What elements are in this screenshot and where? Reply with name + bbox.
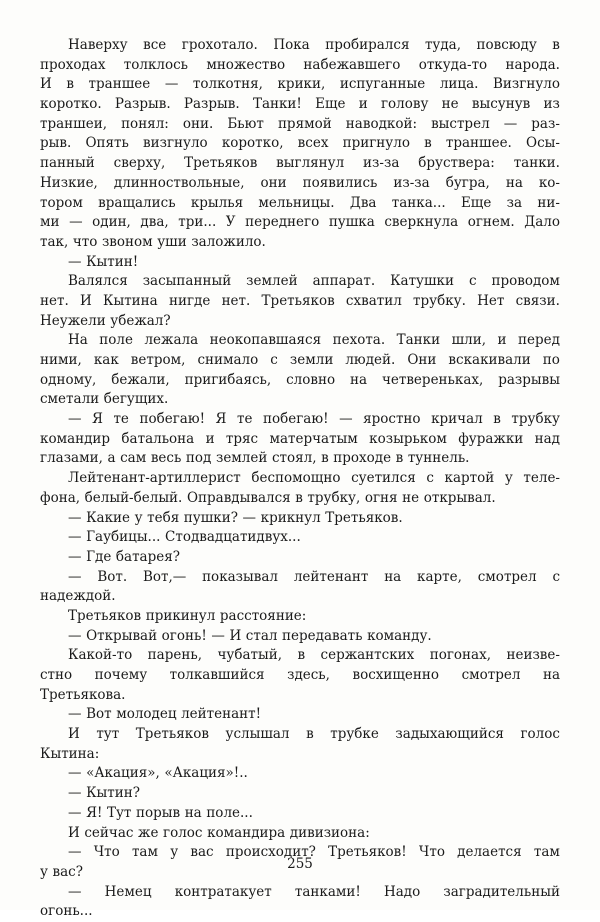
text-line: траншеи, понял: они. Бьют прямой наводкой: выстрел — раз- (40, 115, 560, 132)
text-line: так, что звоном уши заложило. (40, 233, 266, 250)
text-line: Какой-то парень, чубатый, в сержантских погонах, неизве- (68, 647, 560, 664)
text-line: — Какие у тебя пушки? — крикнул Третьяков. (68, 509, 403, 526)
text-line: рыв. Опять визгнуло коротко, всех пригнуло в траншее. Осы- (40, 135, 560, 152)
text-line: тором вращались крылья мельницы. Два танка... Еще за ни- (40, 194, 560, 211)
text-line: огонь... (40, 903, 93, 920)
text-line: — Я! Тут порыв на поле... (68, 804, 253, 821)
text-line: нет. И Кытина нигде нет. Третьяков схватил трубку. Нет связи. (40, 292, 560, 309)
text-line: — Немец контратакует танками! Надо заградительный (68, 883, 560, 900)
text-line: — Я те побегаю! Я те побегаю! — яростно кричал в трубку (68, 411, 560, 428)
text-line: глазами, а сам весь под землей стоял, в проходе в туннель. (40, 450, 470, 467)
text-line: Наверху все грохотало. Пока пробирался туда, повсюду в (68, 37, 560, 53)
text-line: сметали бегущих. (40, 391, 169, 408)
text-line: Лейтенант-артиллерист беспомощно суетился с картой у теле- (68, 470, 560, 487)
text-line: — Открывай огонь! — И стал передавать команду. (68, 627, 432, 644)
text-line: Неужели убежал? (40, 312, 171, 329)
text-line: командир батальона и тряс матерчатым козырьком фуражки над (40, 430, 560, 447)
text-line: И сейчас же голос командира дивизиона: (68, 824, 370, 841)
text-line: коротко. Разрыв. Разрыв. Танки! Еще и голову не высунув из (40, 96, 560, 113)
page-number: 255 (287, 856, 313, 872)
text-line: стно почему толкавшийся здесь, восхищенно смотрел на (40, 667, 560, 683)
text-line: Кытина: (40, 745, 100, 762)
text-line: Третьякова. (40, 686, 126, 703)
text-line: — Вот. Вот,— показывал лейтенант на карте, смотрел с (68, 568, 560, 585)
text-line: — Вот молодец лейтенант! (68, 706, 262, 723)
text-line: — Где батарея? (68, 548, 180, 565)
text-line: надеждой. (40, 588, 116, 605)
text-line: фона, белый-белый. Оправдывался в трубку, огня не открывал. (40, 489, 496, 506)
text-line: у вас? (40, 863, 83, 880)
text-line: ми — один, два, три... У переднего пушка сверкнула огнем. Дало (40, 214, 560, 231)
text-line: проходах толклось множество набежавшего откуда-то народа. (40, 56, 560, 73)
text-line: И тут Третьяков услышал в трубке задыхающийся голос (68, 726, 560, 743)
text-line: — Кытин? (68, 785, 140, 802)
text-line: Низкие, длинноствольные, они появились из-за бугра, на ко- (40, 174, 560, 191)
text-line: панный сверху, Третьяков выглянул из-за бруствера: танки. (40, 155, 560, 172)
text-line: Третьяков прикинул расстояние: (68, 607, 307, 624)
text-line: На поле лежала неокопавшаяся пехота. Танки шли, и перед (68, 332, 560, 349)
text-line: — Что там у вас происходит? Третьяков! Что делается там (68, 844, 560, 861)
text-line: — Гаубицы... Стодвадцатидвух... (68, 529, 301, 546)
text-line: Валялся засыпанный землей аппарат. Катушки с проводом (68, 273, 560, 290)
text-line: одному, бежали, пригибаясь, словно на четвереньках, разрывы (40, 371, 560, 388)
text-line: И в траншее — толкотня, крики, испуганные лица. Визгнуло (40, 76, 560, 93)
text-line: — «Акация», «Акация»!.. (68, 765, 248, 782)
body-text (40, 36, 560, 922)
text-line: — Кытин! (68, 253, 139, 270)
text-line: ними, как ветром, снимало с земли людей. Они вскакивали по (40, 352, 560, 368)
